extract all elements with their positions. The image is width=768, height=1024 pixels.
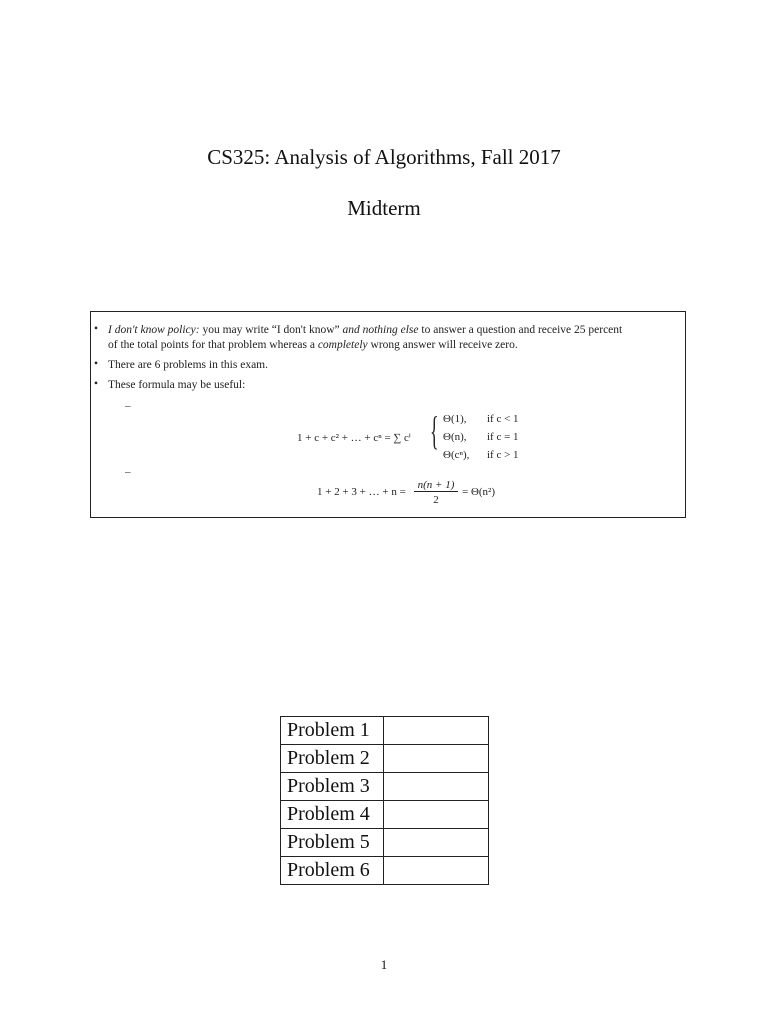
table-row (281, 829, 489, 857)
case-condition-3: if c > 1 (487, 449, 519, 461)
score-cell[interactable] (384, 773, 489, 801)
dash-marker: – (125, 400, 131, 412)
geometric-lhs: 1 + c + c² + … + cⁿ = ∑ cⁱ (297, 432, 411, 444)
table-row (281, 717, 489, 745)
policy-line2-b: wrong answer will receive zero. (367, 339, 518, 351)
policy-line2-emph: completely (317, 339, 368, 351)
problems-note: There are 6 problems in this exam. (108, 359, 268, 371)
policy-line2-a: of the total points for that problem whereas a (108, 339, 318, 351)
policy-text (108, 323, 622, 353)
grade-table (280, 716, 489, 885)
page-number: 1 (380, 957, 388, 972)
table-row (281, 745, 489, 773)
problem-label: Problem 2 (281, 745, 384, 773)
case-value-2: Θ(n), (443, 431, 467, 443)
problem-label: Problem 4 (281, 801, 384, 829)
instructions-box (90, 311, 686, 518)
table-row (281, 857, 489, 885)
score-cell[interactable] (384, 801, 489, 829)
problem-label: Problem 6 (281, 857, 384, 885)
score-cell[interactable] (384, 745, 489, 773)
table-row (281, 773, 489, 801)
bullet-dot: • (94, 358, 99, 370)
arithmetic-lhs: 1 + 2 + 3 + … + n = (317, 486, 406, 498)
policy-label: I don't know policy: (108, 324, 200, 336)
bullet-dot: • (94, 378, 99, 390)
score-cell[interactable] (384, 717, 489, 745)
table-row (281, 801, 489, 829)
problem-label: Problem 5 (281, 829, 384, 857)
arithmetic-rhs: = Θ(n²) (462, 486, 496, 498)
score-cell[interactable] (384, 857, 489, 885)
dash-marker: – (125, 466, 131, 478)
policy-emph: and nothing else (342, 324, 419, 336)
case-condition-1: if c < 1 (487, 413, 519, 425)
page-title: CS325: Analysis of Algorithms, Fall 2017 (207, 145, 561, 169)
problem-label: Problem 1 (281, 717, 384, 745)
problem-label: Problem 3 (281, 773, 384, 801)
score-cell[interactable] (384, 829, 489, 857)
policy-text-2: to answer a question and receive 25 percent (418, 324, 623, 336)
fraction-denominator: 2 (433, 494, 439, 506)
policy-text-1: you may write “I don't know” (199, 324, 343, 336)
cases-brace: { (430, 408, 439, 453)
bullet-dot: • (94, 323, 99, 335)
case-value-3: Θ(cⁿ), (443, 449, 470, 461)
fraction-numerator: n(n + 1) (414, 479, 458, 492)
case-condition-2: if c = 1 (487, 431, 519, 443)
case-value-1: Θ(1), (443, 413, 467, 425)
page-subtitle: Midterm (347, 196, 421, 220)
formula-note: These formula may be useful: (108, 379, 246, 391)
